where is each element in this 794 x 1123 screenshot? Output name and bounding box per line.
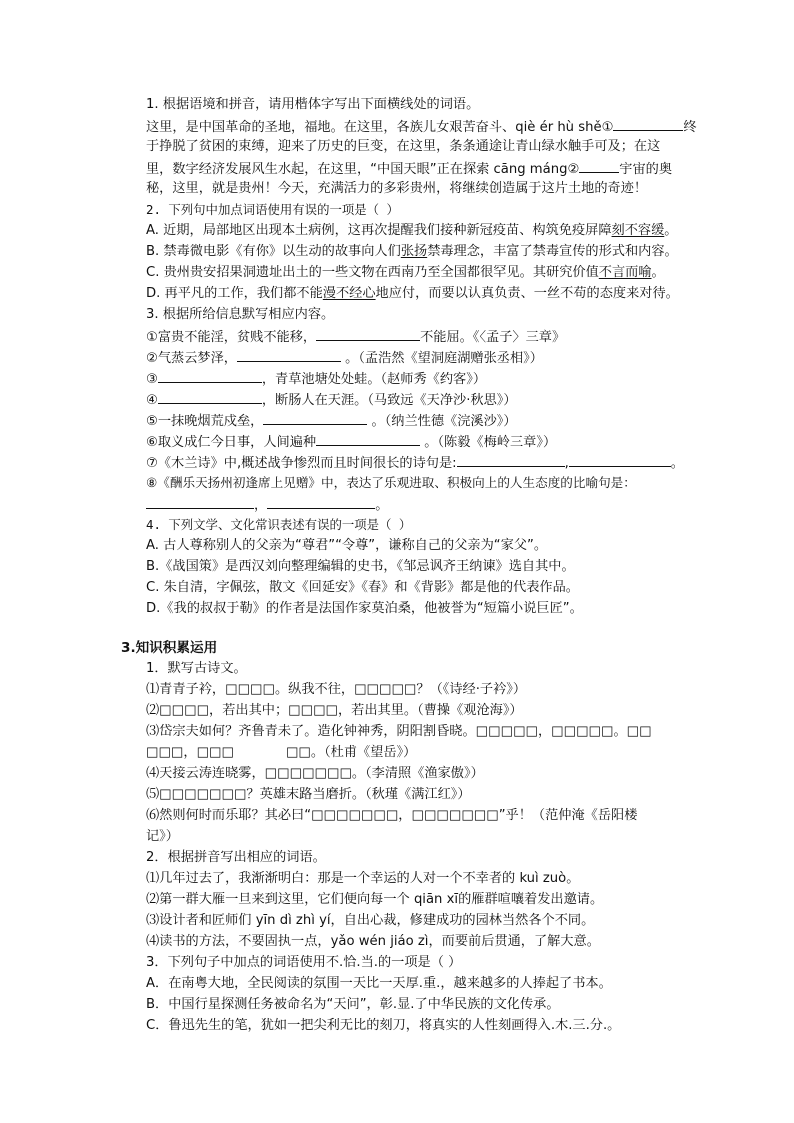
answer-blank[interactable]	[267, 494, 375, 509]
dotted-word: 不言而喻	[598, 265, 652, 280]
q1-line3: 里，数字经济发展风生水起，在这里，“中国天眼”正在探索 cāng máng② 宇宙的奥	[146, 158, 672, 180]
q2-option-c[interactable]: C. 贵州贵安招果洞遗址出土的一些文物在西南乃至全国都很罕见。其研究价值不言而喻。	[146, 265, 665, 280]
q1-title: 1. 根据语境和拼音，请用楷体字写出下面横线处的词语。	[146, 97, 480, 112]
q3-item-2: ②气蒸云梦泽， 。（孟浩然《望洞庭湖赠张丞相》）	[146, 347, 543, 369]
answer-blank[interactable]	[569, 452, 671, 467]
answer-blank-2[interactable]	[579, 158, 619, 173]
q2-title: 2. 下列句中加点词语使用有误的一项是（ ）	[146, 202, 399, 217]
p2-q3-title: 3．下列句子中加点的词语使用不.恰.当.的一项是（ ）	[146, 955, 462, 970]
answer-blank[interactable]	[158, 368, 262, 383]
answer-blank[interactable]	[263, 410, 367, 425]
p2-q1-title: 1．默写古诗文。	[146, 661, 247, 676]
q2-option-d[interactable]: D. 再平凡的工作，我们都不能漫不经心地应付，而要以认真负责、一丝不苟的态度来对待。	[146, 286, 679, 301]
p2-q1-line3: ⑶岱宗夫如何？齐鲁青未了。造化钟神秀，阴阳割昏晓。□□□□□，□□□□□。□□	[146, 724, 652, 739]
p2-q1-line8: 记》）	[146, 829, 179, 844]
q4-option-d[interactable]: D.《我的叔叔于勒》的作者是法国作家莫泊桑，他被誉为“短篇小说巨匠”。	[146, 601, 583, 616]
p2-q1-line5: ⑷天接云涛连晓雾，□□□□□□□。（李清照《渔家傲》）	[146, 766, 484, 781]
q3-item-5: ⑤一抹晚烟荒戍垒， 。（纳兰性德《浣溪沙》）	[146, 410, 517, 432]
q2-option-a[interactable]: A. 近期，局部地区出现本土病例，这再次提醒我们接种新冠疫苗、构筑免疫屏障刻不容缓。	[146, 223, 678, 238]
p2-q2-line1: ⑴几年过去了，我渐渐明白：那是一个幸运的人对一个不幸者的 kuì zuò。	[146, 871, 580, 886]
q3-item-6: ⑥取义成仁今日事，人间遍种 。（陈毅《梅岭三章》）	[146, 431, 556, 453]
q4-title: 4. 下列文学、文化常识表述有误的一项是（ ）	[146, 517, 412, 532]
q3-title: 3. 根据所给信息默写相应内容。	[146, 307, 335, 322]
q3-item-7: ⑦《木兰诗》中,概述战争惨烈而且时间很长的诗句是: , 。	[146, 452, 684, 474]
q1-line2: 于挣脱了贫困的束缚，迎来了历史的巨变，在这里，条条通途让青山绿水触手可及；在这	[146, 139, 661, 154]
q4-option-a[interactable]: A. 古人尊称别人的父亲为“尊君”“令尊”，谦称自己的父亲为“家父”。	[146, 538, 548, 553]
p2-q3-option-a[interactable]: A．在南粤大地，全民阅读的氛围一天比一天厚.重.，越来越多的人捧起了书本。	[146, 976, 612, 991]
q2-option-b[interactable]: B. 禁毒微电影《有你》以生动的故事向人们张扬禁毒理念，丰富了禁毒宣传的形式和内容。	[146, 244, 678, 259]
q3-item-3: ③ ，青草池塘处处蛙。（赵师秀《约客》）	[146, 368, 486, 390]
dotted-word: 漫不经心	[322, 286, 376, 301]
answer-blank[interactable]	[316, 326, 420, 341]
answer-blank[interactable]	[316, 431, 420, 446]
q3-item-8-answer: ， 。	[146, 494, 388, 516]
answer-blank[interactable]	[158, 389, 262, 404]
p2-q1-line7: ⑹然则何时而乐耶？其必曰“□□□□□□□，□□□□□□□”乎！（范仲淹《岳阳楼	[146, 808, 638, 823]
p2-q2-line2: ⑵第一群大雁一旦来到这里，它们便向每一个 qiān xī的雁群喧嚷着发出邀请。	[146, 892, 604, 907]
p2-q3-option-c[interactable]: C．鲁迅先生的笔，犹如一把尖利无比的刻刀，将真实的人性刻画得入.木.三.分.。	[146, 1018, 621, 1033]
p2-q2-title: 2．根据拼音写出相应的词语。	[146, 850, 326, 865]
p2-q1-line6: ⑸□□□□□□□？英雄末路当磨折。（秋瑾《满江红》）	[146, 787, 471, 802]
p2-q1-line4: □□□，□□□ □□。（杜甫《望岳》）	[146, 745, 417, 760]
q1-line1: 这里，是中国革命的圣地，福地。在这里，各族儿女艰苦奋斗、qiè ér hù shě① 终	[146, 116, 697, 138]
q1-line4: 秘，这里，就是贵州！今天，充满活力的多彩贵州，将继续创造属于这片土地的奇迹！	[146, 181, 648, 196]
p2-q2-line4: ⑷读书的方法，不要固执一点，yǎo wén jiáo zì，而要前后贯通，了解大意。	[146, 934, 600, 949]
p2-q1-line1: ⑴青青子衿，□□□□。纵我不往，□□□□□？（《诗经·子衿》）	[146, 682, 527, 697]
answer-blank-1[interactable]	[613, 116, 683, 131]
dotted-word: 刻不容缓	[611, 223, 665, 238]
answer-blank[interactable]	[146, 494, 254, 509]
dotted-word: 张扬	[400, 244, 428, 259]
q3-item-1: ①富贵不能淫，贫贱不能移， 不能屈。《〈孟子〉三章》	[146, 326, 565, 348]
q4-option-b[interactable]: B.《战国策》是西汉刘向整理编辑的史书，《邹忌讽齐王纳谏》选自其中。	[146, 559, 575, 574]
p2-q1-line2: ⑵□□□□，若出其中；□□□□，若出其里。（曹操《观沧海》）	[146, 703, 523, 718]
answer-blank[interactable]	[457, 452, 565, 467]
answer-blank[interactable]	[237, 347, 341, 362]
q3-item-4: ④ ，断肠人在天涯。（马致远《天净沙·秋思》）	[146, 389, 517, 411]
p2-q2-line3: ⑶设计者和匠师们 yīn dì zhì yí，自出心裁，修建成功的园林当然各个不同。	[146, 913, 595, 928]
p2-q3-option-b[interactable]: B．中国行星探测任务被命名为“天问”，彰.显.了中华民族的文化传承。	[146, 997, 560, 1012]
section-heading: 3.知识积累运用	[121, 640, 218, 656]
q3-item-8: ⑧《酬乐天扬州初逢席上见赠》中，表达了乐观进取、积极向上的人生态度的比喻句是：	[146, 475, 636, 490]
q4-option-c[interactable]: C. 朱自清，字佩弦，散文《回延安》《春》和《背影》都是他的代表作品。	[146, 580, 579, 595]
